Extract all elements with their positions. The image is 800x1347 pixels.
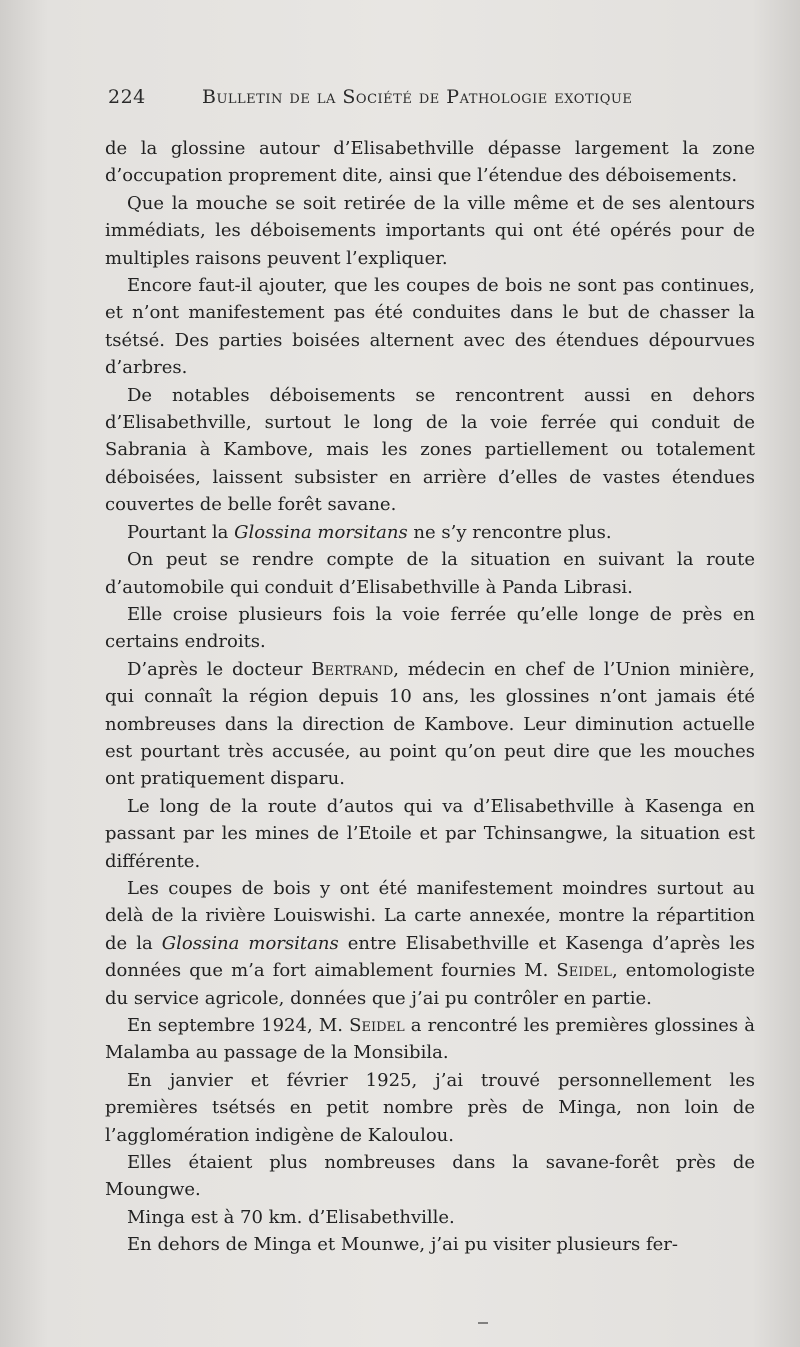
paragraph-11-after: a rencontré les premières glossines à Malamba au passage de la Monsibila. (105, 1015, 756, 1064)
paragraph-15-text: En dehors de Minga et Mounwe, j’ai pu visiter plusieurs fer- (127, 1234, 678, 1256)
paragraph-1 (105, 135, 755, 190)
paragraph-9-text: Le long de la route d’autos qui va d’Elisabethville à Kasenga en passant par les mines de l’Etoile et par Tchinsangwe, la situation est différente. (105, 795, 755, 872)
paragraph-4-text: De notables déboisements se rencontrent aussi en dehors d’Elisabethville, surtout le long de la voie ferrée qui conduit de Sabrania à Kambove, mais les zones partiellement ou totalement déboisées, laissent subsister en arrière d’elles de vastes étendues couvertes de belle forêt savane. (105, 384, 755, 516)
paragraph-14-text: Minga est à 70 km. d’Elisabethville. (127, 1206, 455, 1228)
paragraph-10 (105, 875, 755, 1012)
species-name: Glossina morsitans (234, 521, 408, 543)
paragraph-6 (105, 546, 755, 601)
paragraph-11-before: En septembre 1924, M. (127, 1015, 350, 1036)
paragraph-6-text: On peut se rendre compte de la situation en suivant la route d’automobile qui conduit d’Elisabethville à Panda Librasi. (105, 549, 755, 598)
paragraph-3 (105, 272, 755, 382)
page-header (108, 86, 758, 114)
paragraph-12 (105, 1067, 755, 1149)
paragraph-14 (105, 1204, 755, 1231)
paragraph-7 (105, 601, 755, 656)
species-name: Glossina morsitans (161, 932, 339, 954)
paragraph-5-before: Pourtant la (127, 521, 235, 543)
paragraph-2 (105, 190, 755, 272)
scan-mark (478, 1322, 488, 1324)
paragraph-7-text: Elle croise plusieurs fois la voie ferrée qu’elle longe de près en certains endroits. (105, 603, 755, 653)
body-text (105, 135, 755, 1259)
paragraph-10-middle: entre Elisabethville et Kasenga d’après les données que m’a fort aimablement fournies M. (105, 932, 755, 982)
author-name-bertrand: Bertrand (311, 658, 394, 680)
paragraph-15 (105, 1231, 755, 1258)
paragraph-10-before: Les coupes de bois y ont été manifestement moindres surtout au delà de la rivière Louiswishi. La carte annexée, montre la répartition de la (105, 877, 755, 954)
paragraph-13-text: Elles étaient plus nombreuses dans la savane-forêt près de Moungwe. (105, 1152, 755, 1201)
paragraph-8-after: , médecin en chef de l’Union minière, qui connaît la région depuis 10 ans, les glossines n’ont jamais été nombreuses dans la direction de Kambove. Leur diminution actuelle est pourtant très accusée, au point qu’on peut dire que les mouches ont pratiquement disparu. (105, 658, 755, 790)
page-number: 224 (108, 86, 146, 108)
paragraph-11 (105, 1012, 755, 1067)
paragraph-2-text: Que la mouche se soit retirée de la ville même et de ses alentours immédiats, les déboisements importants qui ont été opérés pour de multiples raisons peuvent l’expliquer. (105, 192, 755, 269)
paragraph-1-text: de la glossine autour d’Elisabethville dépasse largement la zone d’occupation proprement dite, ainsi que l’étendue des déboisements. (105, 138, 755, 187)
paragraph-10-after: , entomologiste du service agricole, données que j’ai pu contrôler en partie. (105, 960, 755, 1009)
paragraph-13 (105, 1149, 755, 1204)
author-name-seidel: Seidel (349, 1015, 405, 1036)
paragraph-3-text: Encore faut-il ajouter, que les coupes de bois ne sont pas continues, et n’ont manifestement pas été conduites dans le but de chasser la tsétsé. Des parties boisées alternent avec des étendues dépourvues d’arbres. (105, 275, 755, 379)
paragraph-8 (105, 656, 755, 793)
paragraph-5 (105, 519, 755, 546)
paragraph-9 (105, 793, 755, 875)
paragraph-5-after: ne s’y rencontre plus. (407, 521, 612, 543)
paragraph-8-before: D’après le docteur (127, 658, 312, 680)
author-name-seidel: Seidel (556, 960, 612, 982)
paragraph-12-text: En janvier et février 1925, j’ai trouvé personnellement les premières tsétsés en petit nombre près de Minga, non loin de l’agglomération indigène de Kaloulou. (105, 1069, 755, 1146)
paragraph-4 (105, 382, 755, 519)
running-title: Bulletin de la Société de Pathologie exotique (202, 86, 633, 108)
